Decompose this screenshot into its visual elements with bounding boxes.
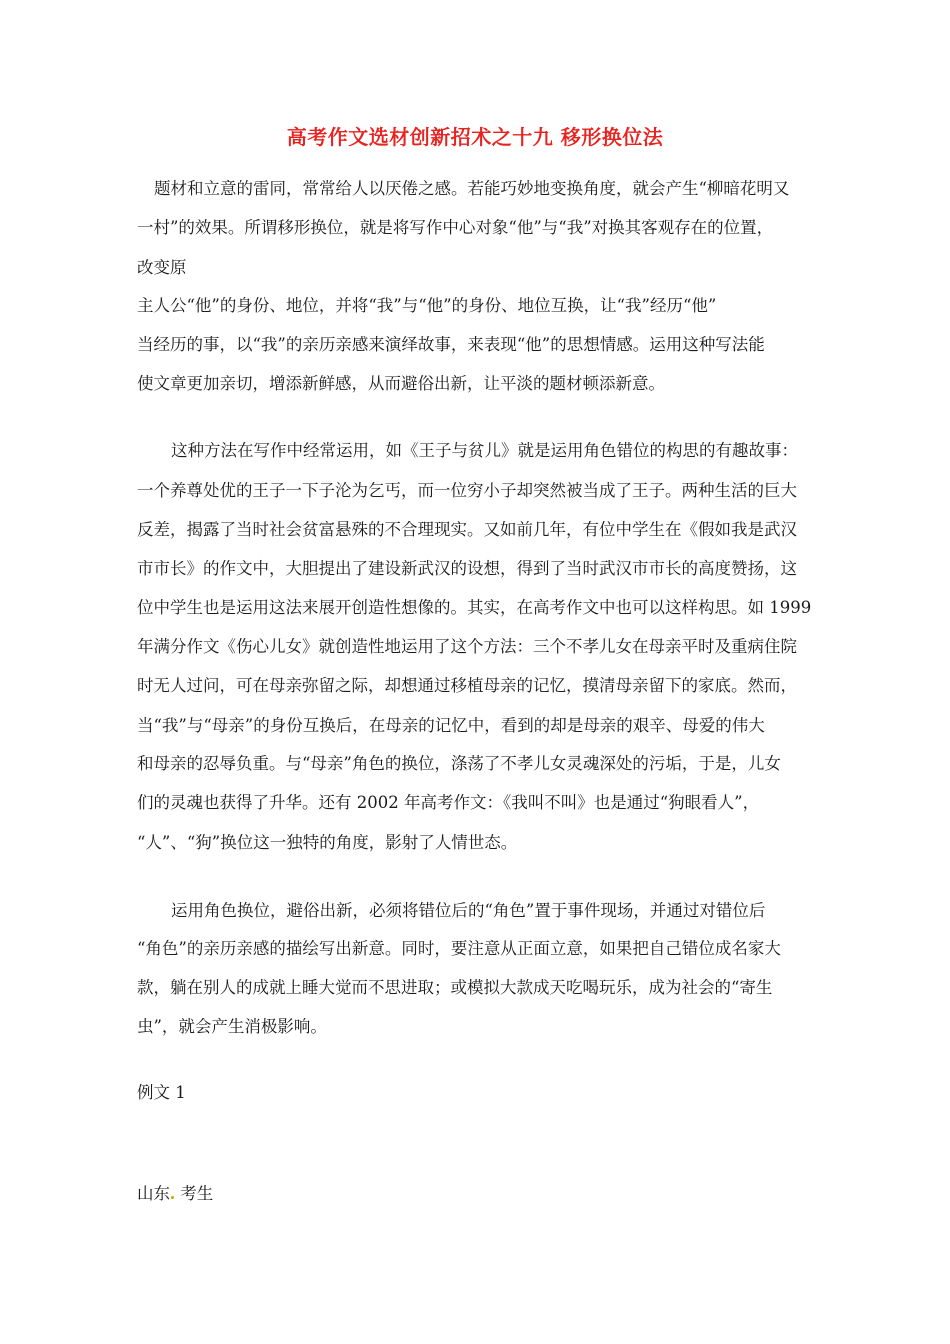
- p2-line-8: 当“我”与“母亲”的身份互换后，在母亲的记忆中，看到的却是母亲的艰辛、母爱的伟大: [137, 716, 765, 735]
- p1-line-5: 当经历的事，以“我”的亲历亲感来演绎故事，来表现“他”的思想情感。运用这种写法能: [137, 335, 765, 354]
- p1-line-3: 改变原: [137, 258, 187, 277]
- document-title: 高考作文选材创新招术之十九 移形换位法: [286, 125, 664, 149]
- p2-line-4: 市市长》的作文中，大胆提出了建设新武汉的设想，得到了当时武汉市市长的高度赞扬，这: [137, 559, 797, 578]
- p3-line-2: “角色”的亲历亲感的描绘写出新意。同时，要注意从正面立意，如果把自己错位成名家大: [137, 939, 781, 958]
- p2-line-11: “人”、“狗”换位这一独特的角度，影射了人情世态。: [137, 833, 518, 852]
- p1-line-4: 主人公“他”的身份、地位，并将“我”与“他”的身份、地位互换，让“我”经历“他”: [137, 296, 717, 315]
- p3-line-1: 运用角色换位，避俗出新，必须将错位后的“角色”置于事件现场，并通过对错位后: [171, 901, 766, 920]
- author-suffix: 考生: [180, 1184, 214, 1203]
- p1-line-1: 题材和立意的雷同，常常给人以厌倦之感。若能巧妙地变换角度，就会产生“柳暗花明又: [154, 179, 790, 198]
- p2-line-9: 和母亲的忍辱负重。与“母亲”角色的换位，涤荡了不孝儿女灵魂深处的污垢，于是，儿女: [137, 754, 781, 773]
- p2-line-1: 这种方法在写作中经常运用，如《王子与贫儿》就是运用角色错位的构思的有趣故事：: [171, 441, 798, 460]
- p2-line-6: 年满分作文《伤心儿女》就创造性地运用了这个方法：三个不孝儿女在母亲平时及重病住院: [137, 637, 797, 656]
- p2-line-10: 们的灵魂也获得了升华。还有 2002 年高考作文：《我叫不叫》也是通过“狗眼看人”，: [137, 793, 760, 812]
- p2-line-2: 一个养尊处优的王子一下子沦为乞丐，而一位穷小子却突然被当成了王子。两种生活的巨大: [137, 481, 797, 500]
- example-label: 例文 1: [137, 1083, 186, 1102]
- p2-line-3: 反差，揭露了当时社会贫富悬殊的不合理现实。又如前几年，有位中学生在《假如我是武汉: [137, 520, 797, 539]
- p3-line-3: 款，躺在别人的成就上睡大觉而不思进取；或模拟大款成天吃喝玩乐，成为社会的“寄生: [137, 978, 773, 997]
- p3-line-4: 虫”，就会产生消极影响。: [137, 1017, 327, 1036]
- p1-line-2: 一村”的效果。所谓移形换位，就是将写作中心对象“他”与“我”对换其客观存在的位置，: [137, 218, 774, 237]
- p2-line-5: 位中学生也是运用这法来展开创造性想像的。其实，在高考作文中也可以这样构思。如 1999: [137, 598, 812, 617]
- author-province: 山东: [137, 1184, 170, 1203]
- author-line: [137, 1182, 213, 1206]
- mark-dot: [171, 1196, 174, 1199]
- p1-line-6: 使文章更加亲切，增添新鲜感，从而避俗出新，让平淡的题材顿添新意。: [137, 374, 665, 393]
- p2-line-7: 时无人过问，可在母亲弥留之际，却想通过移植母亲的记忆，摸清母亲留下的家底。然而，: [137, 676, 797, 695]
